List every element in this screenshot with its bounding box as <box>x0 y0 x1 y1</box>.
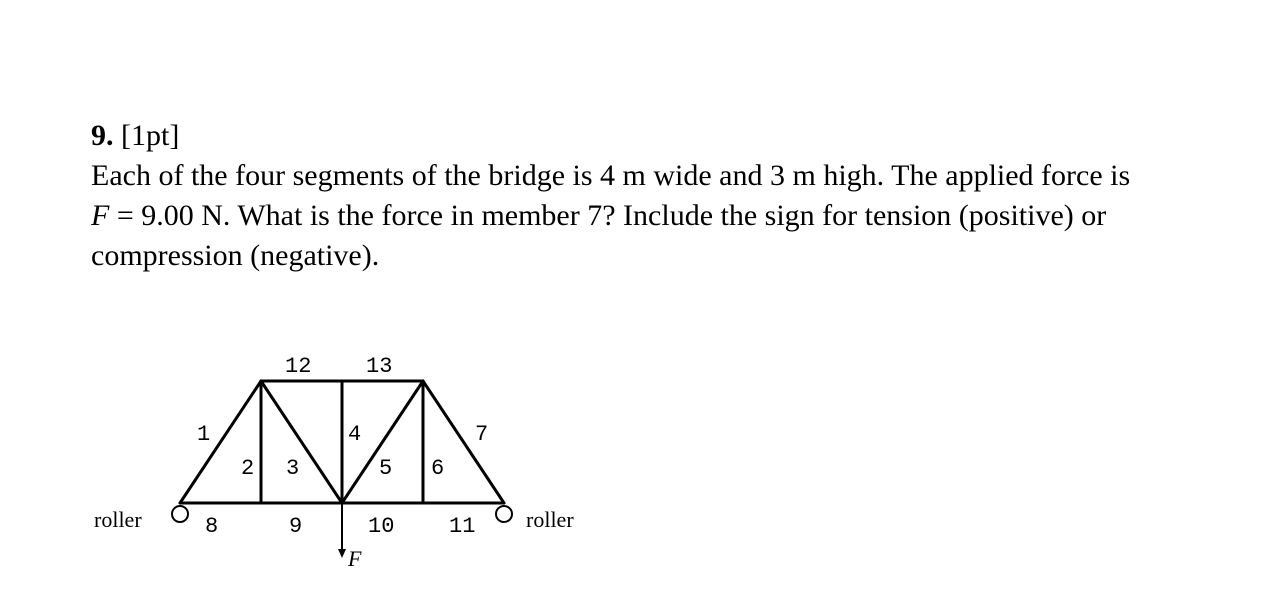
right-roller-icon <box>496 506 512 522</box>
force-arrow-icon <box>338 503 346 558</box>
member-label-11: 11 <box>449 514 476 539</box>
member-label-4: 4 <box>348 422 362 447</box>
member-label-1: 1 <box>197 422 211 447</box>
problem-line-3: compression (negative). <box>91 239 380 272</box>
member-7 <box>423 381 504 503</box>
member-label-5: 5 <box>379 456 393 481</box>
force-equation-text: = 9.00 N. What is the force in member 7? Include the sign for tension (positive) or <box>109 199 1107 232</box>
problem-points: [1pt] <box>121 119 180 152</box>
problem-number: 9. <box>91 119 114 152</box>
problem-line-1: Each of the four segments of the bridge is 4 m wide and 3 m high. The applied force is <box>91 159 1131 192</box>
member-label-12: 12 <box>285 354 312 379</box>
member-label-9: 9 <box>289 514 303 539</box>
member-label-8: 8 <box>205 514 219 539</box>
force-label: F <box>348 546 362 571</box>
member-label-6: 6 <box>431 456 445 481</box>
member-3 <box>261 381 342 503</box>
force-variable: F <box>91 199 110 232</box>
member-1 <box>180 381 261 503</box>
left-support-label: roller <box>94 507 142 532</box>
member-label-2: 2 <box>241 456 255 481</box>
member-label-10: 10 <box>368 514 395 539</box>
member-label-13: 13 <box>366 354 393 379</box>
left-roller-icon <box>172 506 188 522</box>
member-label-3: 3 <box>286 456 300 481</box>
member-label-7: 7 <box>475 422 489 447</box>
right-support-label: roller <box>526 507 574 532</box>
